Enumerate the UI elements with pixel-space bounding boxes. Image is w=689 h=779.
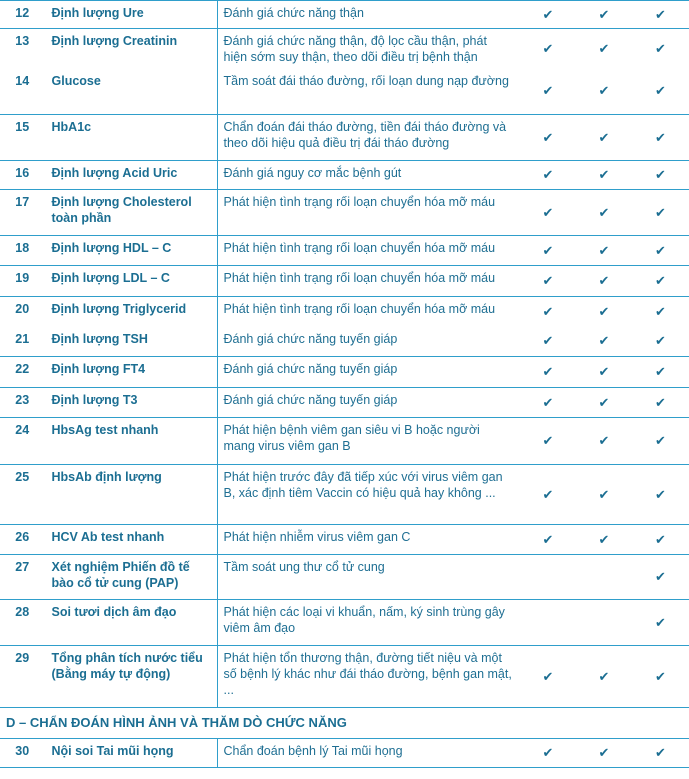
- check-icon: ✔: [655, 364, 666, 379]
- package-3-check: [632, 297, 689, 327]
- check-icon: ✔: [655, 394, 666, 410]
- package-2-check: [576, 739, 632, 768]
- package-3-check: [632, 600, 689, 646]
- package-1-check: [520, 739, 576, 768]
- check-icon: ✔: [542, 83, 554, 99]
- check-icon: ✔: [542, 333, 554, 349]
- table-row: [0, 69, 689, 115]
- check-icon: ✔: [598, 364, 610, 379]
- row-number: 26: [0, 525, 45, 555]
- check-icon: ✔: [655, 333, 666, 349]
- test-description: Phát hiện tổn thương thận, đường tiết niệu và một số bệnh lý khác như đái tháo đường, bệnh gan mật, ...: [217, 646, 520, 708]
- row-number: 15: [0, 115, 45, 161]
- table-row: [0, 465, 689, 525]
- test-name: HbsAb định lượng: [45, 465, 217, 525]
- row-number: 22: [0, 357, 45, 388]
- package-2-check: [576, 525, 632, 555]
- check-icon: ✔: [655, 167, 666, 182]
- table-row: [0, 1, 689, 29]
- test-name: HbsAg test nhanh: [45, 418, 217, 465]
- test-description: Phát hiện bệnh viêm gan siêu vi B hoặc người mang virus viêm gan B: [217, 418, 520, 465]
- package-2-check: [576, 465, 632, 525]
- package-2-check: [576, 388, 632, 418]
- package-1-check: [520, 555, 576, 600]
- row-number: 21: [0, 327, 45, 357]
- test-description: Chẩn đoán đái tháo đường, tiền đái tháo đường và theo dõi hiệu quả điều trị đái tháo đường: [217, 115, 520, 161]
- test-name: Định lượng Ure: [45, 1, 217, 29]
- package-2-check: [576, 1, 632, 29]
- check-icon: ✔: [542, 242, 554, 258]
- test-description: Đánh giá chức năng tuyến giáp: [217, 357, 520, 388]
- package-table-body: [0, 1, 689, 768]
- section-header-row: [0, 708, 689, 739]
- test-description: Đánh giá chức năng thận: [217, 1, 520, 29]
- package-3-check: [632, 266, 689, 297]
- check-icon: ✔: [598, 129, 610, 145]
- table-row: [0, 327, 689, 357]
- package-2-check: [576, 236, 632, 266]
- check-icon: ✔: [542, 394, 554, 410]
- test-name: HCV Ab test nhanh: [45, 525, 217, 555]
- check-icon: ✔: [598, 433, 610, 448]
- package-3-check: [632, 327, 689, 357]
- table-row: [0, 357, 689, 388]
- row-number: 18: [0, 236, 45, 266]
- row-number: 25: [0, 465, 45, 525]
- table-row: [0, 236, 689, 266]
- table-row: [0, 525, 689, 555]
- package-1-check: [520, 236, 576, 266]
- package-2-check: [576, 161, 632, 190]
- test-name: Nội soi Tai mũi họng: [45, 739, 217, 768]
- package-1-check: [520, 266, 576, 297]
- row-number: 30: [0, 739, 45, 768]
- table-row: [0, 739, 689, 768]
- check-icon: ✔: [598, 303, 610, 319]
- package-3-check: [632, 115, 689, 161]
- package-1-check: [520, 69, 576, 115]
- check-icon: ✔: [655, 129, 666, 145]
- package-3-check: [632, 465, 689, 525]
- row-number: 28: [0, 600, 45, 646]
- check-icon: ✔: [542, 668, 554, 684]
- package-1-check: [520, 190, 576, 236]
- row-number: 13: [0, 29, 45, 69]
- test-name: Định lượng LDL – C: [45, 266, 217, 297]
- test-name: Tổng phân tích nước tiểu (Bằng máy tự động): [45, 646, 217, 708]
- package-1-check: [520, 297, 576, 327]
- table-row: [0, 418, 689, 465]
- table-row: [0, 115, 689, 161]
- row-number: 12: [0, 1, 45, 29]
- test-name: Định lượng Acid Uric: [45, 161, 217, 190]
- package-1-check: [520, 115, 576, 161]
- check-icon: ✔: [542, 6, 554, 22]
- test-name: Soi tươi dịch âm đạo: [45, 600, 217, 646]
- package-3-check: [632, 29, 689, 69]
- package-3-check: [632, 236, 689, 266]
- table-row: [0, 388, 689, 418]
- package-1-check: [520, 418, 576, 465]
- package-2-check: [576, 646, 632, 708]
- test-name: Glucose: [45, 69, 217, 115]
- package-1-check: [520, 646, 576, 708]
- check-icon: ✔: [598, 486, 610, 502]
- test-name: Định lượng TSH: [45, 327, 217, 357]
- test-description: Chẩn đoán bệnh lý Tai mũi họng: [217, 739, 520, 768]
- test-name: Định lượng Triglycerid: [45, 297, 217, 327]
- package-3-check: [632, 161, 689, 190]
- check-icon: ✔: [542, 204, 554, 220]
- check-icon: ✔: [655, 273, 666, 288]
- test-name: Định lượng HDL – C: [45, 236, 217, 266]
- row-number: 27: [0, 555, 45, 600]
- test-description: Phát hiện trước đây đã tiếp xúc với virus viêm gan B, xác định tiêm Vaccin có hiệu quả hay không ...: [217, 465, 520, 525]
- check-icon: ✔: [542, 129, 554, 145]
- check-icon: ✔: [598, 333, 610, 349]
- check-icon: ✔: [542, 531, 554, 547]
- check-icon: ✔: [542, 486, 554, 502]
- test-name: Xét nghiệm Phiến đồ tế bào cổ tử cung (PAP): [45, 555, 217, 600]
- package-3-check: [632, 646, 689, 708]
- check-icon: ✔: [655, 242, 666, 258]
- check-icon: ✔: [598, 83, 610, 99]
- check-icon: ✔: [655, 486, 666, 502]
- test-name: Định lượng FT4: [45, 357, 217, 388]
- package-1-check: [520, 465, 576, 525]
- check-icon: ✔: [598, 40, 610, 56]
- row-number: 19: [0, 266, 45, 297]
- package-2-check: [576, 69, 632, 115]
- table-row: [0, 29, 689, 69]
- test-description: Phát hiện tình trạng rối loạn chuyển hóa mỡ máu: [217, 266, 520, 297]
- test-description: Đánh giá nguy cơ mắc bệnh gút: [217, 161, 520, 190]
- test-name: HbA1c: [45, 115, 217, 161]
- check-icon: ✔: [655, 745, 666, 760]
- package-2-check: [576, 266, 632, 297]
- test-description: Đánh giá chức năng thận, độ lọc cầu thận, phát hiện sớm suy thận, theo dõi điều trị bệnh thận: [217, 29, 520, 69]
- check-icon: ✔: [655, 531, 666, 547]
- package-1-check: [520, 357, 576, 388]
- check-icon: ✔: [655, 303, 666, 319]
- table-row: [0, 161, 689, 190]
- package-3-check: [632, 69, 689, 115]
- table-row: [0, 600, 689, 646]
- row-number: 23: [0, 388, 45, 418]
- check-icon: ✔: [655, 6, 666, 22]
- check-icon: ✔: [655, 433, 666, 448]
- package-3-check: [632, 388, 689, 418]
- row-number: 24: [0, 418, 45, 465]
- package-2-check: [576, 555, 632, 600]
- check-icon: ✔: [598, 242, 610, 258]
- check-icon: ✔: [655, 83, 666, 99]
- check-icon: ✔: [542, 167, 554, 182]
- package-1-check: [520, 388, 576, 418]
- package-3-check: [632, 1, 689, 29]
- package-1-check: [520, 29, 576, 69]
- test-name: Định lượng Cholesterol toàn phần: [45, 190, 217, 236]
- package-2-check: [576, 327, 632, 357]
- check-icon: ✔: [598, 6, 610, 22]
- check-icon: ✔: [655, 40, 666, 56]
- package-1-check: [520, 1, 576, 29]
- check-icon: ✔: [598, 531, 610, 547]
- package-1-check: [520, 600, 576, 646]
- check-icon: ✔: [542, 745, 554, 760]
- check-icon: ✔: [542, 303, 554, 319]
- table-row: [0, 190, 689, 236]
- row-number: 29: [0, 646, 45, 708]
- package-3-check: [632, 418, 689, 465]
- package-2-check: [576, 418, 632, 465]
- row-number: 16: [0, 161, 45, 190]
- package-2-check: [576, 29, 632, 69]
- package-1-check: [520, 525, 576, 555]
- test-name: Định lượng T3: [45, 388, 217, 418]
- check-icon: ✔: [542, 433, 554, 448]
- package-2-check: [576, 190, 632, 236]
- table-row: [0, 266, 689, 297]
- section-title: D – CHẨN ĐOÁN HÌNH ẢNH VÀ THĂM DÒ CHỨC NĂNG: [0, 708, 689, 739]
- table-row: [0, 297, 689, 327]
- check-icon: ✔: [655, 204, 666, 220]
- test-description: Tầm soát đái tháo đường, rối loạn dung nạp đường: [217, 69, 520, 115]
- package-2-check: [576, 297, 632, 327]
- package-3-check: [632, 739, 689, 768]
- check-icon: ✔: [598, 273, 610, 288]
- package-2-check: [576, 600, 632, 646]
- check-icon: ✔: [598, 167, 610, 182]
- check-icon: ✔: [542, 364, 554, 379]
- package-2-check: [576, 115, 632, 161]
- test-description: Phát hiện tình trạng rối loạn chuyển hóa mỡ máu: [217, 297, 520, 327]
- check-icon: ✔: [542, 40, 554, 56]
- test-name: Định lượng Creatinin: [45, 29, 217, 69]
- test-description: Phát hiện các loại vi khuẩn, nấm, ký sinh trùng gây viêm âm đạo: [217, 600, 520, 646]
- check-icon: ✔: [598, 204, 610, 220]
- check-icon: ✔: [598, 394, 610, 410]
- check-icon: ✔: [655, 614, 666, 630]
- check-icon: ✔: [598, 668, 610, 684]
- package-3-check: [632, 525, 689, 555]
- test-description: Đánh giá chức năng tuyến giáp: [217, 388, 520, 418]
- package-2-check: [576, 357, 632, 388]
- package-3-check: [632, 555, 689, 600]
- table-row: [0, 646, 689, 708]
- package-3-check: [632, 357, 689, 388]
- table-row: [0, 555, 689, 600]
- test-description: Phát hiện tình trạng rối loạn chuyển hóa mỡ máu: [217, 190, 520, 236]
- package-3-check: [632, 190, 689, 236]
- test-description: Đánh giá chức năng tuyến giáp: [217, 327, 520, 357]
- row-number: 14: [0, 69, 45, 115]
- package-1-check: [520, 327, 576, 357]
- check-icon: ✔: [542, 273, 554, 288]
- check-icon: ✔: [655, 569, 666, 584]
- test-description: Phát hiện tình trạng rối loạn chuyển hóa mỡ máu: [217, 236, 520, 266]
- row-number: 20: [0, 297, 45, 327]
- check-icon: ✔: [655, 668, 666, 684]
- check-icon: ✔: [598, 745, 610, 760]
- package-1-check: [520, 161, 576, 190]
- test-description: Tầm soát ung thư cổ tử cung: [217, 555, 520, 600]
- row-number: 17: [0, 190, 45, 236]
- test-description: Phát hiện nhiễm virus viêm gan C: [217, 525, 520, 555]
